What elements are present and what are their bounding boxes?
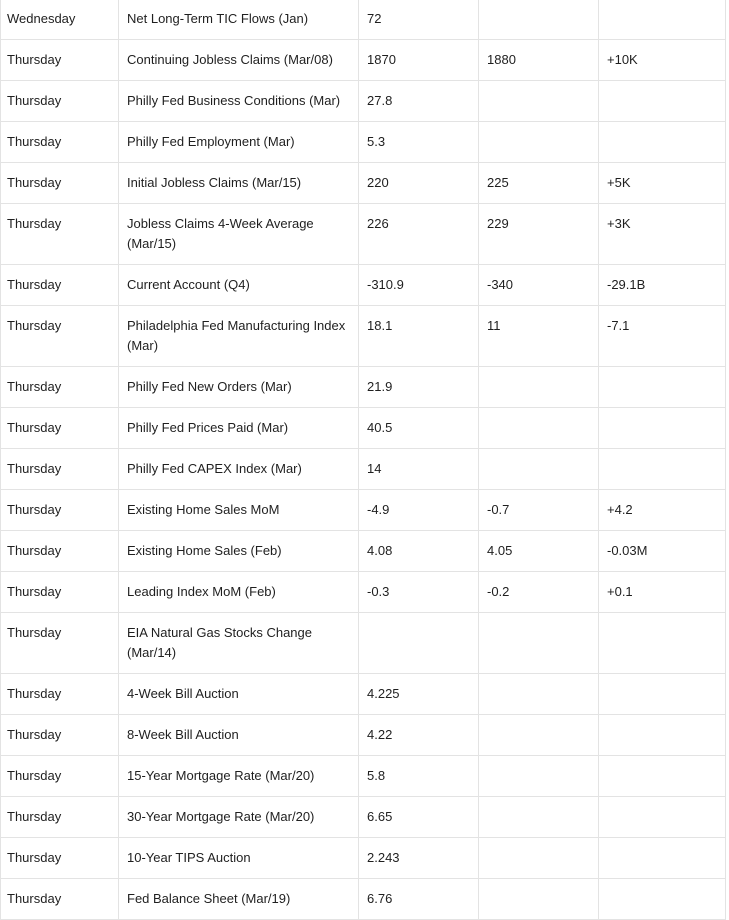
actual-cell: 220 <box>359 163 479 204</box>
day-cell: Thursday <box>1 613 119 674</box>
event-cell: 8-Week Bill Auction <box>119 715 359 756</box>
change-cell <box>599 715 726 756</box>
change-cell <box>599 0 726 40</box>
forecast-cell <box>479 756 599 797</box>
actual-cell: -310.9 <box>359 265 479 306</box>
event-cell: Philly Fed CAPEX Index (Mar) <box>119 449 359 490</box>
day-cell: Thursday <box>1 40 119 81</box>
forecast-cell: -0.7 <box>479 490 599 531</box>
change-cell <box>599 449 726 490</box>
actual-cell: 4.225 <box>359 674 479 715</box>
day-cell: Thursday <box>1 797 119 838</box>
actual-cell: 4.08 <box>359 531 479 572</box>
table-row <box>1 490 726 531</box>
table-row <box>1 572 726 613</box>
actual-cell: 5.8 <box>359 756 479 797</box>
forecast-cell <box>479 715 599 756</box>
event-cell: Philly Fed Employment (Mar) <box>119 122 359 163</box>
forecast-cell <box>479 879 599 920</box>
event-cell: 30-Year Mortgage Rate (Mar/20) <box>119 797 359 838</box>
event-cell: Current Account (Q4) <box>119 265 359 306</box>
forecast-cell <box>479 122 599 163</box>
event-cell: Leading Index MoM (Feb) <box>119 572 359 613</box>
actual-cell: 4.22 <box>359 715 479 756</box>
actual-cell: 72 <box>359 0 479 40</box>
table-row <box>1 122 726 163</box>
day-cell: Thursday <box>1 490 119 531</box>
change-cell: +3K <box>599 204 726 265</box>
change-cell: +4.2 <box>599 490 726 531</box>
forecast-cell: -340 <box>479 265 599 306</box>
event-cell: Jobless Claims 4-Week Average (Mar/15) <box>119 204 359 265</box>
table-row <box>1 40 726 81</box>
change-cell <box>599 879 726 920</box>
day-cell: Thursday <box>1 531 119 572</box>
change-cell <box>599 81 726 122</box>
event-cell: Philly Fed Prices Paid (Mar) <box>119 408 359 449</box>
actual-cell: 40.5 <box>359 408 479 449</box>
table-body <box>1 0 726 920</box>
table-row <box>1 715 726 756</box>
event-cell: Net Long-Term TIC Flows (Jan) <box>119 0 359 40</box>
event-cell: Philadelphia Fed Manufacturing Index (Mar) <box>119 306 359 367</box>
day-cell: Thursday <box>1 715 119 756</box>
forecast-cell: 11 <box>479 306 599 367</box>
day-cell: Thursday <box>1 122 119 163</box>
event-cell: Fed Balance Sheet (Mar/19) <box>119 879 359 920</box>
event-cell: Continuing Jobless Claims (Mar/08) <box>119 40 359 81</box>
actual-cell: 6.65 <box>359 797 479 838</box>
forecast-cell <box>479 81 599 122</box>
day-cell: Thursday <box>1 81 119 122</box>
change-cell: -29.1B <box>599 265 726 306</box>
change-cell <box>599 408 726 449</box>
day-cell: Thursday <box>1 449 119 490</box>
event-cell: Philly Fed Business Conditions (Mar) <box>119 81 359 122</box>
table-row <box>1 0 726 40</box>
change-cell: +0.1 <box>599 572 726 613</box>
change-cell <box>599 674 726 715</box>
change-cell <box>599 613 726 674</box>
actual-cell: 5.3 <box>359 122 479 163</box>
day-cell: Thursday <box>1 163 119 204</box>
event-cell: Existing Home Sales MoM <box>119 490 359 531</box>
table-row <box>1 756 726 797</box>
event-cell: Philly Fed New Orders (Mar) <box>119 367 359 408</box>
day-cell: Thursday <box>1 674 119 715</box>
forecast-cell <box>479 838 599 879</box>
table-row <box>1 531 726 572</box>
table-row <box>1 265 726 306</box>
forecast-cell: 4.05 <box>479 531 599 572</box>
change-cell <box>599 797 726 838</box>
day-cell: Thursday <box>1 204 119 265</box>
day-cell: Thursday <box>1 367 119 408</box>
forecast-cell <box>479 367 599 408</box>
day-cell: Wednesday <box>1 0 119 40</box>
table-row <box>1 879 726 920</box>
event-cell: 15-Year Mortgage Rate (Mar/20) <box>119 756 359 797</box>
table-row <box>1 163 726 204</box>
change-cell: -7.1 <box>599 306 726 367</box>
table-row <box>1 306 726 367</box>
forecast-cell <box>479 0 599 40</box>
event-cell: Existing Home Sales (Feb) <box>119 531 359 572</box>
table-row <box>1 408 726 449</box>
day-cell: Thursday <box>1 306 119 367</box>
actual-cell <box>359 613 479 674</box>
change-cell: -0.03M <box>599 531 726 572</box>
change-cell: +5K <box>599 163 726 204</box>
event-cell: 10-Year TIPS Auction <box>119 838 359 879</box>
actual-cell: 6.76 <box>359 879 479 920</box>
change-cell: +10K <box>599 40 726 81</box>
forecast-cell <box>479 449 599 490</box>
day-cell: Thursday <box>1 408 119 449</box>
actual-cell: 18.1 <box>359 306 479 367</box>
forecast-cell: -0.2 <box>479 572 599 613</box>
forecast-cell <box>479 674 599 715</box>
table-row <box>1 204 726 265</box>
actual-cell: 2.243 <box>359 838 479 879</box>
actual-cell: 14 <box>359 449 479 490</box>
change-cell <box>599 838 726 879</box>
event-cell: Initial Jobless Claims (Mar/15) <box>119 163 359 204</box>
forecast-cell <box>479 408 599 449</box>
day-cell: Thursday <box>1 265 119 306</box>
day-cell: Thursday <box>1 838 119 879</box>
change-cell <box>599 122 726 163</box>
actual-cell: 1870 <box>359 40 479 81</box>
table-row <box>1 674 726 715</box>
actual-cell: 27.8 <box>359 81 479 122</box>
event-cell: 4-Week Bill Auction <box>119 674 359 715</box>
day-cell: Thursday <box>1 572 119 613</box>
actual-cell: 21.9 <box>359 367 479 408</box>
actual-cell: -4.9 <box>359 490 479 531</box>
forecast-cell <box>479 613 599 674</box>
forecast-cell <box>479 797 599 838</box>
change-cell <box>599 756 726 797</box>
event-cell: EIA Natural Gas Stocks Change (Mar/14) <box>119 613 359 674</box>
forecast-cell: 1880 <box>479 40 599 81</box>
forecast-cell: 225 <box>479 163 599 204</box>
table-row <box>1 367 726 408</box>
forecast-cell: 229 <box>479 204 599 265</box>
table-row <box>1 81 726 122</box>
table-row <box>1 449 726 490</box>
table-row <box>1 838 726 879</box>
day-cell: Thursday <box>1 756 119 797</box>
change-cell <box>599 367 726 408</box>
actual-cell: 226 <box>359 204 479 265</box>
table-row <box>1 797 726 838</box>
actual-cell: -0.3 <box>359 572 479 613</box>
day-cell: Thursday <box>1 879 119 920</box>
table-row <box>1 613 726 674</box>
